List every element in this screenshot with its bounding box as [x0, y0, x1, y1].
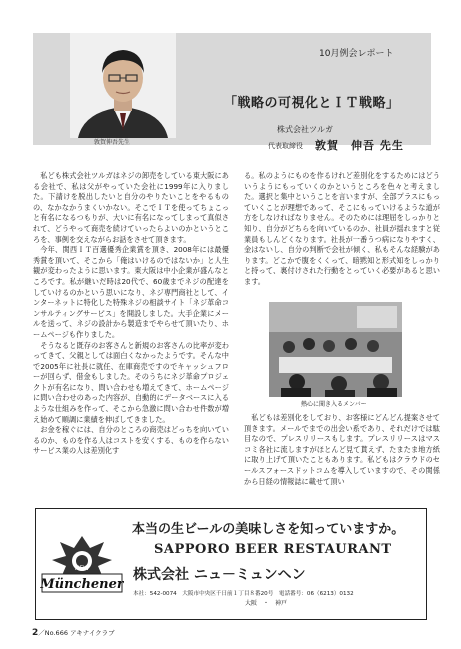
speaker-company: 株式会社ツルガ [277, 125, 333, 134]
paragraph: お金を稼ぐには、自分のところの商売はどっちを向いているのか、ものを作る人はコストを安くする、ものを作らないサービス業の人は差別化す [33, 425, 229, 456]
paragraph: そうなると既存のお客さんと新規のお客さんの比率が変わってきて、父親としては面白くなかったようです。そんな中で2005年に社長に就任、在庫商売ですのでキャッシュフローが回らず、借金もしました。そのうちにネジ革命プロジェクトが有名になり、問い合わせも増えてきて、ホームページに問い合わせのあった内容が、自動的にデータベースに入るような仕組みを作って、そこから急激に問い合わせ件数が増え始めて順調に業績を伸ばしてきました。 [33, 340, 229, 424]
speaker-name: 敦賀 伸吾 先生 [315, 139, 404, 152]
page-footer [32, 628, 115, 638]
issue-label: ／No.666 アキナイクラブ [38, 629, 115, 637]
logo-text: Münchener [40, 577, 124, 592]
meeting-caption: 熱心に聞き入るメンバー [301, 401, 367, 408]
paragraph: る。私のようにものを作るけれど差別化をするためにはどういうようにもっていくのかというところを色々と考えました。選択と集中ということを言いますが、全部プラスにもっていくことが理想であって、そこにもっていけるような道が方をしなければなりません。そのためには理屈をしっかりと知り、自分がどちらを向いているのか、社員が揺れますと従業員もしんどくなります。社長が一番うつ病になりやすく、金はないし、自分の判断で会社が傾く、私もそんな経験があります。どこかで腹をくくって、暗黙知と形式知をしっかりと持って、裏付けされた行動をとっていく必要があると思います。 [244, 171, 440, 286]
article-column-right-top [244, 171, 440, 296]
article-column-right-bottom [244, 413, 440, 501]
munchener-logo [40, 530, 124, 602]
ad-branches: 大阪 ・ 神戸 [245, 600, 288, 607]
article-column-left [33, 171, 229, 501]
ad-headline: 本当の生ビールの美味しさを知っていますか。 [132, 522, 405, 537]
paragraph: 私ども株式会社ツルガはネジの卸売をしている東大阪にある会社で、私は父がやっていた会社に1999年に入りました。下請けを脱出したいと自分のやりたいことをやるものの、なかなかうまくいかない。そこでＩＴを使ってちょこっと有名になるつもりが、大いに有名になってしまって真似されて、どうやって商売を続けていったらよいのかというところを、事例を交えながらお話をさせて頂きます。 [33, 171, 229, 244]
page-number: 2 [32, 628, 39, 638]
logo-small-text: NEW [74, 565, 90, 572]
ad-subtitle: SAPPORO BEER RESTAURANT [154, 542, 392, 557]
photo-caption: 敦賀伸吾先生 [94, 139, 131, 146]
article-title: 「戦略の可視化とＩＴ戦略」 [224, 96, 400, 111]
meeting-photo [269, 302, 402, 397]
speaker-role: 代表取締役 [268, 142, 303, 150]
ad-company: 株式会社 ニュ－ミュンヘン [133, 567, 306, 583]
paragraph: 私どもは差別化をしており、お客様にどんどん提案させて頂きます。メールでまでの出会い系であり、それだけでは駄目なので、プレスリリースもします。プレスリリースはマスコミ各社に流しますがほとんど見て貰えず、たまたま地方紙に取り上げて頂いたこともあります。私どもはクラウドのセールスフォースドットコムを導入していますので、その関係から日経の情報誌に載せて頂い [244, 413, 440, 486]
speaker-photo [70, 33, 176, 138]
paragraph: 今年、関西ＩＴ百選優秀企業賞を頂き、2008年には最優秀賞を頂いて、そこから「俺はいけるのではないか」と人生観が変わったように思います。東大阪は中小企業が盛んなところです。私が継いだ時は20代で、60歳までネジの配達をしていけるのかという思いになり、ネジ専門商社として、インターネットに特化した特殊ネジの相談サイト「ネジ革命コンサルティングサービス」を開設しました。大手企業にメールを送って、ネジの設計から製造までやらせて頂いたり、ホームページも作りました。 [33, 245, 229, 339]
event-label: 10月例会レポート [319, 49, 394, 59]
ad-address: 本社：542-0074 大阪市中央区千日前１丁目８番20号 電話番号：06（6213）0132 [133, 591, 354, 597]
